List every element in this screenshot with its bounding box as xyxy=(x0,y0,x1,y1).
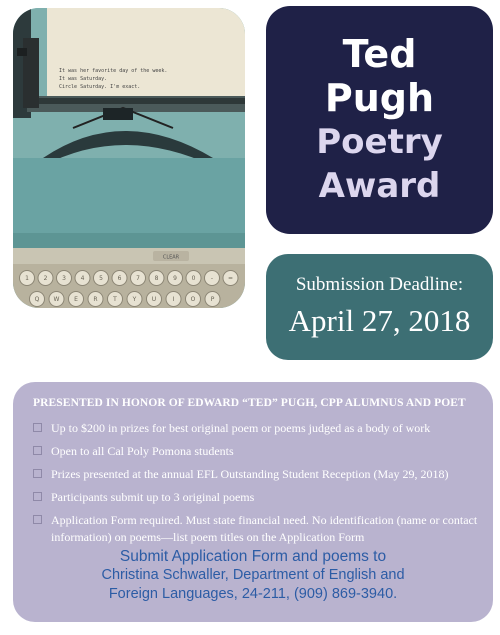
typewriter-key-label: 0 xyxy=(191,275,196,283)
bullet-eligibility xyxy=(33,443,488,460)
title-line-poetry: Poetry xyxy=(316,122,443,162)
clear-key-label: CLEAR xyxy=(162,254,180,261)
typewriter-key-label: U xyxy=(151,296,157,304)
typewriter-key-label: 9 xyxy=(173,275,177,283)
cta-line-1: Submit Application Form and poems to xyxy=(119,548,387,565)
bullet-prize-amount xyxy=(33,420,488,437)
bullet-text: Application Form required. Must state financial need. No identification (name or contact information) on poems—list poem titles on the Application Form xyxy=(51,513,478,544)
deadline-date: April 27, 2018 xyxy=(288,303,471,338)
bullet-checkbox-icon xyxy=(33,515,42,524)
typewriter-key-label: W xyxy=(53,296,60,304)
title-line-award: Award xyxy=(318,166,441,206)
title-line-ted: Ted xyxy=(342,32,417,76)
deadline-box xyxy=(266,254,493,360)
bullet-text: Up to $200 in prizes for best original poem or poems judged as a body of work xyxy=(51,421,431,435)
typewriter-illustration xyxy=(13,8,245,308)
typewriter-key-label: E xyxy=(74,296,78,304)
bullet-checkbox-icon xyxy=(33,423,42,432)
bullet-text: Participants submit up to 3 original poems xyxy=(51,490,255,504)
cta-line-2: Christina Schwaller, Department of English and xyxy=(101,567,405,583)
details-bullet-list xyxy=(33,420,488,552)
deadline-label: Submission Deadline: xyxy=(295,274,464,295)
typewriter-key-label: 2 xyxy=(43,275,48,283)
typewriter-photo xyxy=(13,8,245,308)
typewriter-key-label: Y xyxy=(132,296,137,304)
typewriter-key-label: 1 xyxy=(25,275,29,283)
bullet-checkbox-icon xyxy=(33,492,42,501)
award-details-box xyxy=(13,382,493,622)
bullet-text: Prizes presented at the annual EFL Outstanding Student Reception (May 29, 2018) xyxy=(51,467,449,481)
details-heading: PRESENTED IN HONOR OF EDWARD “TED” PUGH, CPP ALUMNUS AND POET xyxy=(33,397,466,409)
paper-line-2: It was Saturday. xyxy=(59,76,108,82)
typewriter-key-label: 6 xyxy=(117,275,122,283)
typewriter-key-label: = xyxy=(227,275,234,283)
typewriter-key-label: R xyxy=(93,296,98,304)
award-title-box xyxy=(266,6,493,234)
typewriter-key-label: - xyxy=(210,275,214,283)
typewriter-key-label: P xyxy=(210,296,215,304)
typewriter-key-label: 3 xyxy=(62,275,66,283)
bullet-checkbox-icon xyxy=(33,446,42,455)
bullet-checkbox-icon xyxy=(33,469,42,478)
typewriter-key-label: I xyxy=(172,296,175,304)
submission-instructions xyxy=(13,547,493,604)
typewriter-key-label: 5 xyxy=(99,275,103,283)
typewriter-key-label: O xyxy=(190,296,196,304)
typewriter-key-label: 7 xyxy=(136,275,140,283)
paper-line-3: Circle Saturday. I'm exact. xyxy=(59,84,141,90)
bullet-submission-limit xyxy=(33,489,488,506)
bullet-reception xyxy=(33,466,488,483)
typewriter-key-label: 8 xyxy=(154,275,159,283)
bullet-application-form xyxy=(33,512,488,546)
typewriter-key-label: 4 xyxy=(80,275,85,283)
typewriter-key-label: T xyxy=(113,296,117,304)
paper-line-1: It was her favorite day of the week. xyxy=(59,68,168,74)
typewriter-key-label: Q xyxy=(34,296,40,304)
bullet-text: Open to all Cal Poly Pomona students xyxy=(51,444,234,458)
cta-line-3: Foreign Languages, 24-211, (909) 869-3940. xyxy=(108,586,398,602)
title-line-pugh: Pugh xyxy=(324,76,435,120)
